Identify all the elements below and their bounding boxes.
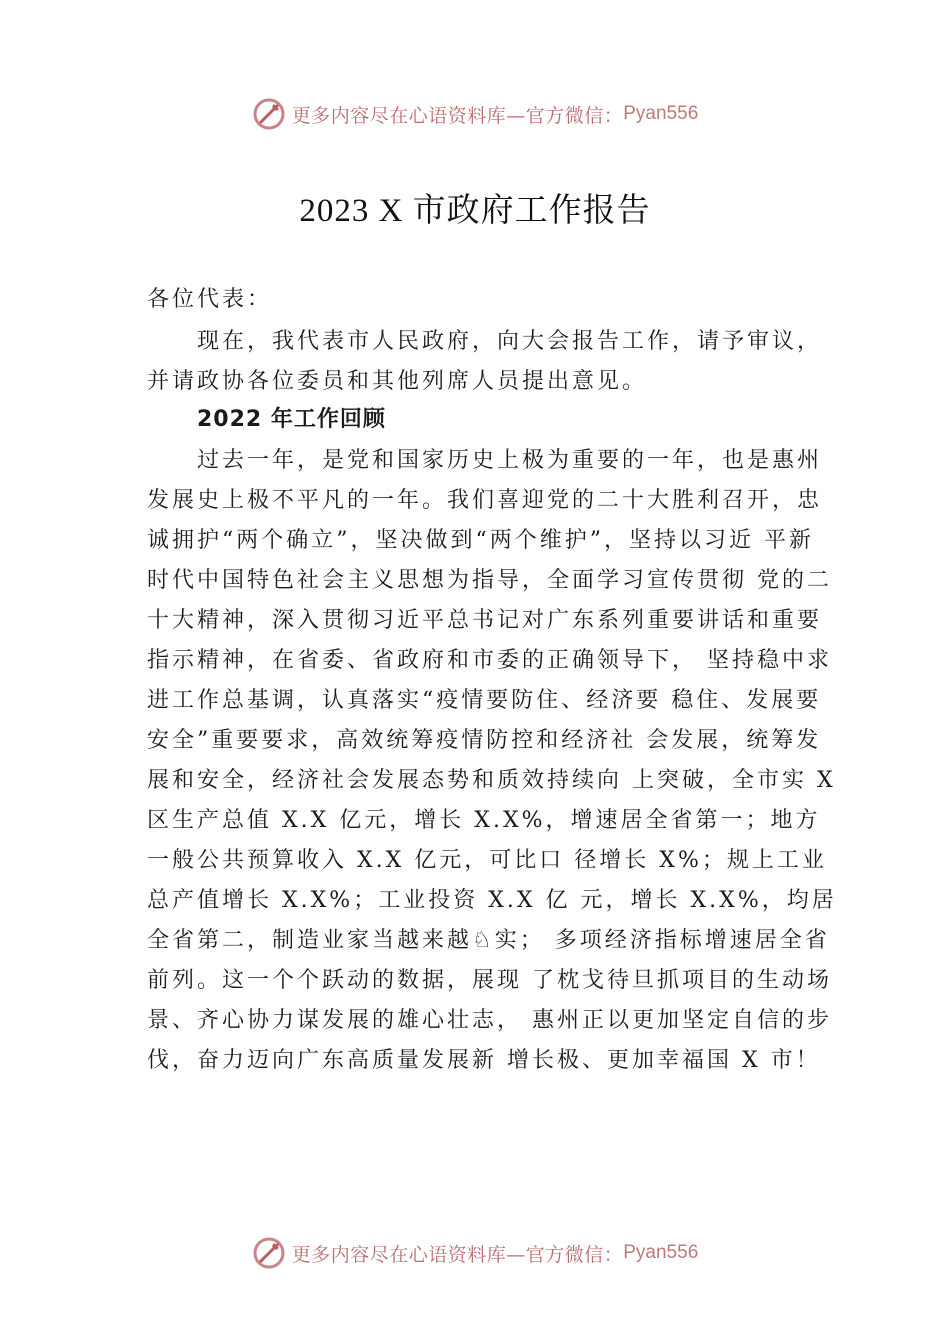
watermark-footer: [0, 1233, 950, 1273]
salutation: 各位代表：: [147, 287, 273, 312]
review-paragraph: 过去一年，是党和国家历史上极为重要的一年，也是惠州发展史上极不平凡的一年。我们喜迎党的二十大胜利召开，忠诚拥护“两个确立”，坚决做到“两个维护”，坚持以习近 平新时代中国特色社会主义思想为指导，全面学习宣传贯彻 党的二十大精神，深入贯彻习近平总书记对广东系列重要讲话和重要指示精神，在省委、省政府和市委的正确领导下， 坚持稳中求进工作总基调，认真落实“疫情要防住、经济要 稳住、发展要安全”重要要求，高效统筹疫情防控和经济社 会发展，统筹发展和安全，经济社会发展态势和质效持续向 上突破，全市实 X 区生产总值 X.X 亿元，增长 X.X%，增速居全省第一；地方一般公共预算收入 X.X 亿元，可比口 径增长 X%；规上工业总产值增长 X.X%；工业投资 X.X 亿 元，增长 X.X%，均居全省第二，制造业家当越来越♘实； 多项经济指标增速居全省前列。这一个个跃动的数据，展现 了枕戈待旦抓项目的生动场景、齐心协力谋发展的雄心壮志， 惠州正以更加坚定自信的步伐，奋力迈向广东高质量发展新 增长极、更加幸福国 X 市！: [147, 448, 837, 1073]
document-title: 2023 X 市政府工作报告: [299, 193, 651, 229]
intro-paragraph: 现在，我代表市人民政府，向大会报告工作，请予审议，并请政协各位委员和其他列席人员提出意见。: [147, 329, 823, 394]
watermark-text: 更多内容尽在心语资料库—官方微信：: [291, 104, 624, 127]
watermark-header: [0, 94, 950, 134]
brush-logo-icon: [252, 97, 286, 131]
watermark-id: Pyan556: [623, 103, 699, 124]
brush-logo-icon: [252, 1236, 286, 1270]
watermark-id: Pyan556: [623, 1242, 699, 1263]
section-heading: 2022 年工作回顾: [197, 407, 386, 432]
watermark-text: 更多内容尽在心语资料库—官方微信：: [291, 1243, 624, 1266]
